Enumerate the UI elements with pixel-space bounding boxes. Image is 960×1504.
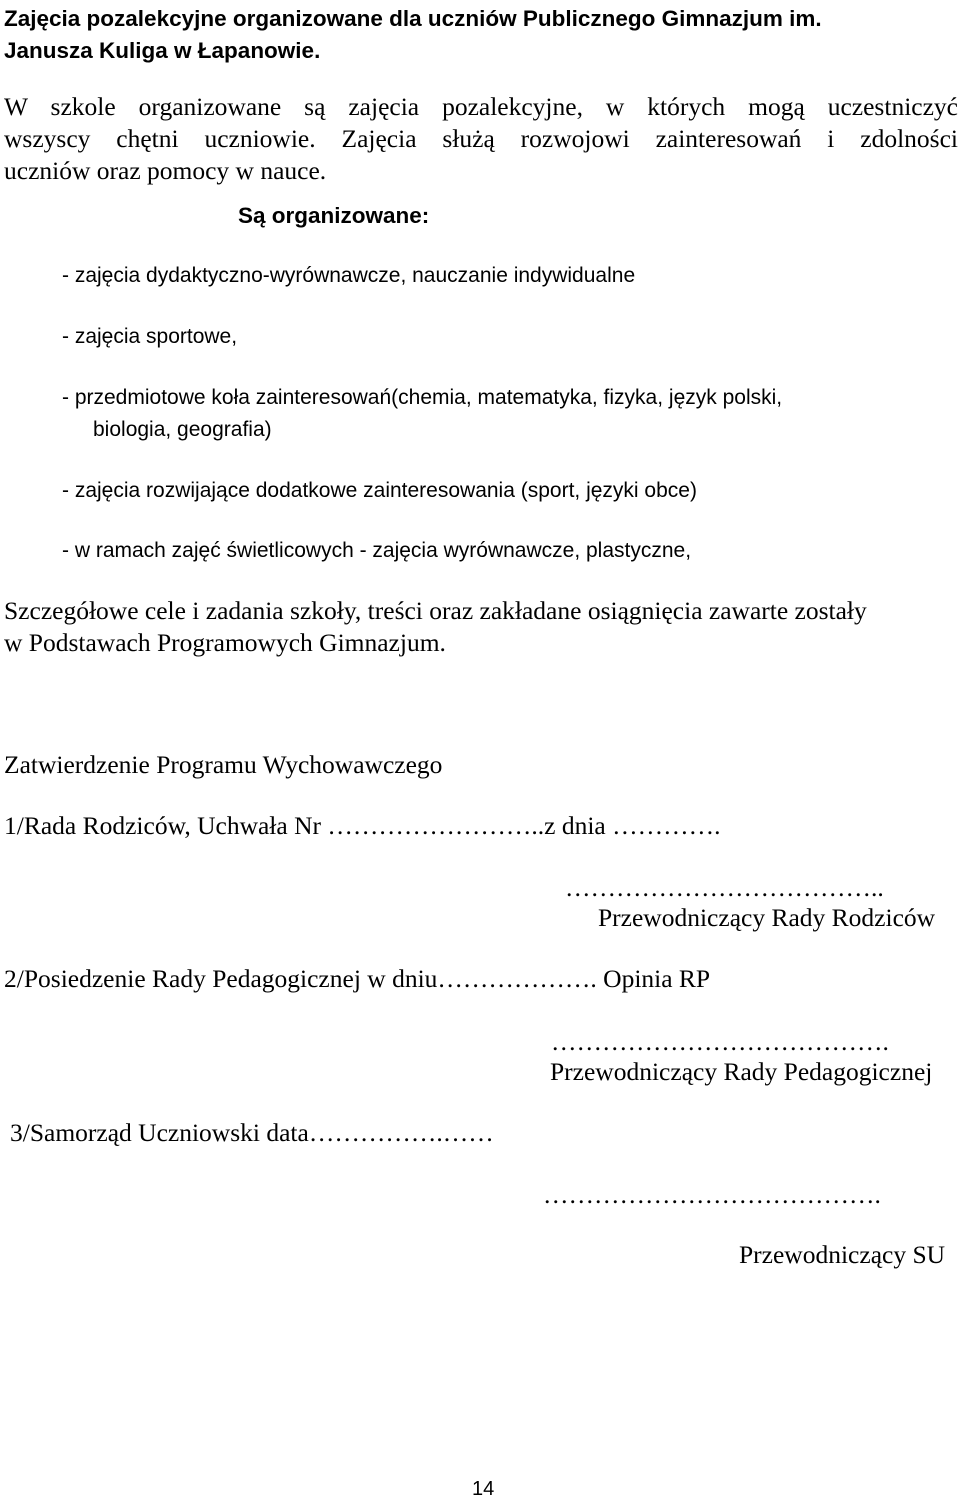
details-line-2: w Podstawach Programowych Gimnazjum. [4,628,446,657]
council-signature-line: …………………………………. [551,1027,889,1056]
intro-line-1: W szkole organizowane są zajęcia pozalekcyjne, w których mogą uczestniczyć [4,92,958,121]
section-heading: Są organizowane: [238,203,430,228]
list-item: - zajęcia sportowe, [62,325,238,348]
approval-heading: Zatwierdzenie Programu Wychowawczego [4,750,443,779]
students-date-field: 3/Samorząd Uczniowski data…………….…… [10,1118,494,1147]
parents-resolution-field: 1/Rada Rodziców, Uchwała Nr ……………………..z dnia …………. [4,811,721,840]
list-item: - zajęcia dydaktyczno-wyrównawcze, nauczanie indywidualne [62,264,636,287]
intro-line-3: uczniów oraz pomocy w nauce. [4,156,327,185]
students-signature-label: Przewodniczący SU [739,1240,946,1269]
list-item: - w ramach zajęć świetlicowych - zajęcia wyrównawcze, plastyczne, [62,539,692,562]
intro-line-2: wszyscy chętni uczniowie. Zajęcia służą rozwojowi zainteresowań i zdolności [4,124,958,153]
document-title-line-2: Janusza Kuliga w Łapanowie. [4,38,321,63]
parents-signature-line: ……………………………….. [565,873,884,902]
list-item: - przedmiotowe koła zainteresowań(chemia, matematyka, fizyka, język polski, [62,386,783,409]
list-item-continuation: biologia, geografia) [93,418,272,441]
students-signature-line: …………………………………. [543,1180,881,1209]
details-line-1: Szczegółowe cele i zadania szkoły, treści oraz zakładane osiągnięcia zawarte zostały [4,596,867,625]
council-signature-label: Przewodniczący Rady Pedagogicznej [550,1057,933,1086]
council-meeting-field: 2/Posiedzenie Rady Pedagogicznej w dniu………………. Opinia RP [4,964,711,993]
document-title-line-1: Zajęcia pozalekcyjne organizowane dla uczniów Publicznego Gimnazjum im. [4,6,822,31]
list-item: - zajęcia rozwijające dodatkowe zainteresowania (sport, języki obce) [62,479,697,502]
parents-signature-label: Przewodniczący Rady Rodziców [598,903,936,932]
page-number: 14 [472,1478,495,1500]
